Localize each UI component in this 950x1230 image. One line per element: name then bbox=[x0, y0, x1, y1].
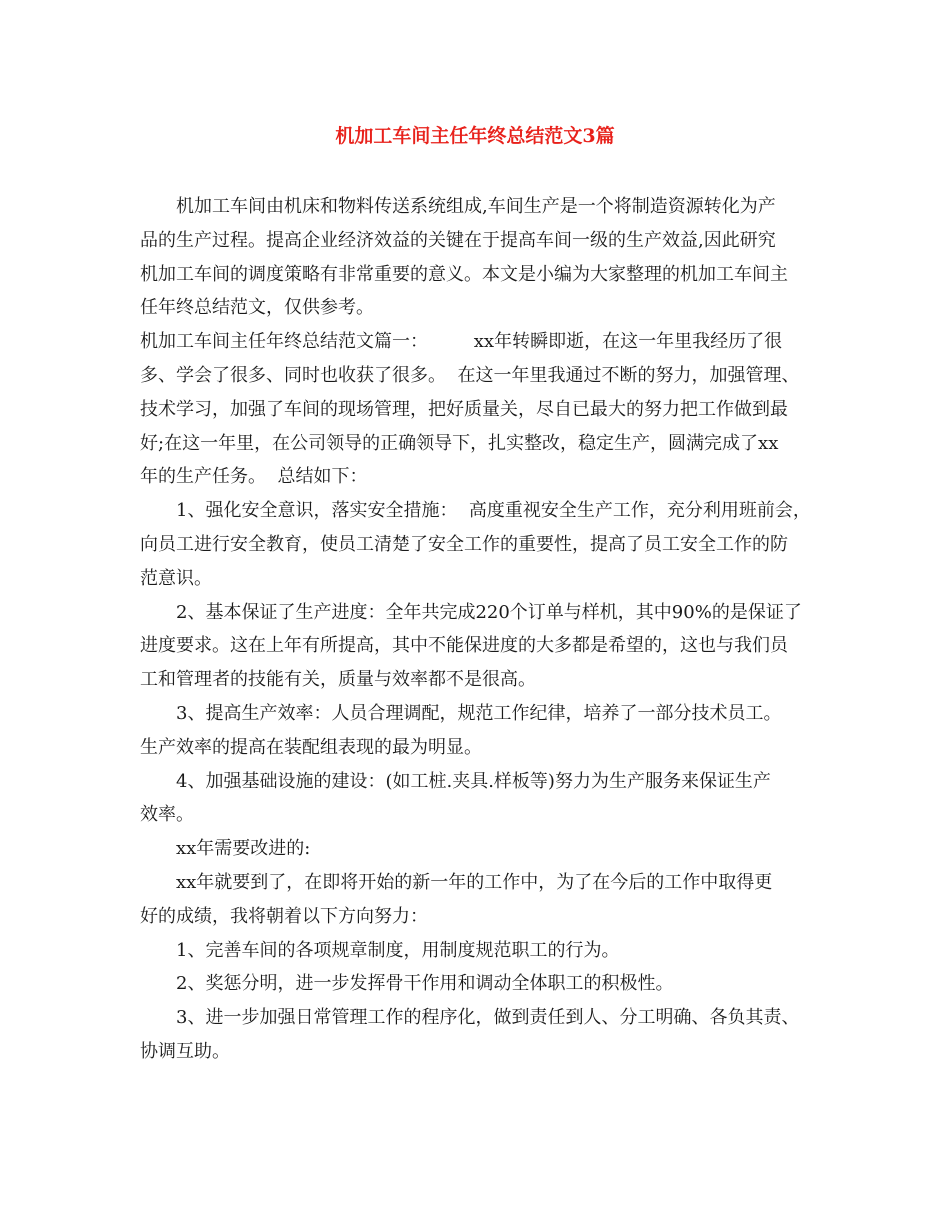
body-line: 技术学习，加强了车间的现场管理，把好质量关，尽自已最大的努力把工作做到最 bbox=[140, 398, 788, 420]
body-line: xx年需要改进的: bbox=[176, 838, 311, 860]
body-line: 进度要求。这在上年有所提高，其中不能保进度的大多都是希望的，这也与我们员 bbox=[140, 635, 788, 657]
body-line: 工和管理者的技能有关，质量与效率都不是很高。 bbox=[140, 669, 536, 691]
body-line: 机加工车间主任年终总结范文篇一： xx年转瞬即逝，在这一年里我经历了很 bbox=[140, 331, 783, 353]
body-line: 3、进一步加强日常管理工作的程序化，做到责任到人、分工明确、各负其责、 bbox=[176, 1007, 800, 1029]
body-line: 品的生产过程。提高企业经济效益的关键在于提高车间一级的生产效益,因此研究 bbox=[140, 229, 776, 251]
body-line: 好;在这一年里，在公司领导的正确领导下，扎实整改，稳定生产，圆满完成了xx bbox=[140, 432, 779, 454]
document-title: 机加工车间主任年终总结范文3篇 bbox=[335, 125, 615, 147]
body-line: 年的生产任务。 总结如下： bbox=[140, 466, 368, 488]
body-line: 机加工车间由机床和物料传送系统组成,车间生产是一个将制造资源转化为产 bbox=[176, 196, 776, 217]
body-line: 3、提高生产效率：人员合理调配，规范工作纪律，培养了一部分技术员工。 bbox=[176, 702, 782, 724]
body-line: 4、加强基础设施的建设：(如工桩.夹具.样板等)努力为生产服务来保证生产 bbox=[176, 770, 771, 792]
body-line: 向员工进行安全教育，使员工清楚了安全工作的重要性，提高了员工安全工作的防 bbox=[140, 533, 788, 555]
body-line: 任年终总结范文，仅供参考。 bbox=[140, 297, 374, 319]
body-line: 生产效率的提高在装配组表现的最为明显。 bbox=[140, 736, 482, 758]
body-line: 2、基本保证了生产进度：全年共完成220个订单与样机，其中90%的是保证了 bbox=[176, 601, 802, 623]
body-line: 机加工车间的调度策略有非常重要的意义。本文是小编为大家整理的机加工车间主 bbox=[140, 263, 788, 285]
body-line: 1、强化安全意识，落实安全措施： 高度重视安全生产工作，充分利用班前会， bbox=[176, 500, 811, 522]
body-line: 1、完善车间的各项规章制度，用制度规范职工的行为。 bbox=[176, 939, 620, 961]
document-body bbox=[140, 190, 830, 1069]
body-line: 协调互助。 bbox=[140, 1040, 230, 1062]
body-line: 范意识。 bbox=[140, 567, 212, 589]
body-line: 效率。 bbox=[140, 804, 194, 826]
body-line: xx年就要到了，在即将开始的新一年的工作中，为了在今后的工作中取得更 bbox=[176, 871, 773, 893]
body-line: 多、学会了很多、同时也收获了很多。 在这一年里我通过不断的努力，加强管理、 bbox=[140, 364, 800, 386]
body-line: 2、奖惩分明，进一步发挥骨干作用和调动全体职工的积极性。 bbox=[176, 973, 674, 995]
body-line: 好的成绩，我将朝着以下方向努力： bbox=[140, 905, 428, 927]
